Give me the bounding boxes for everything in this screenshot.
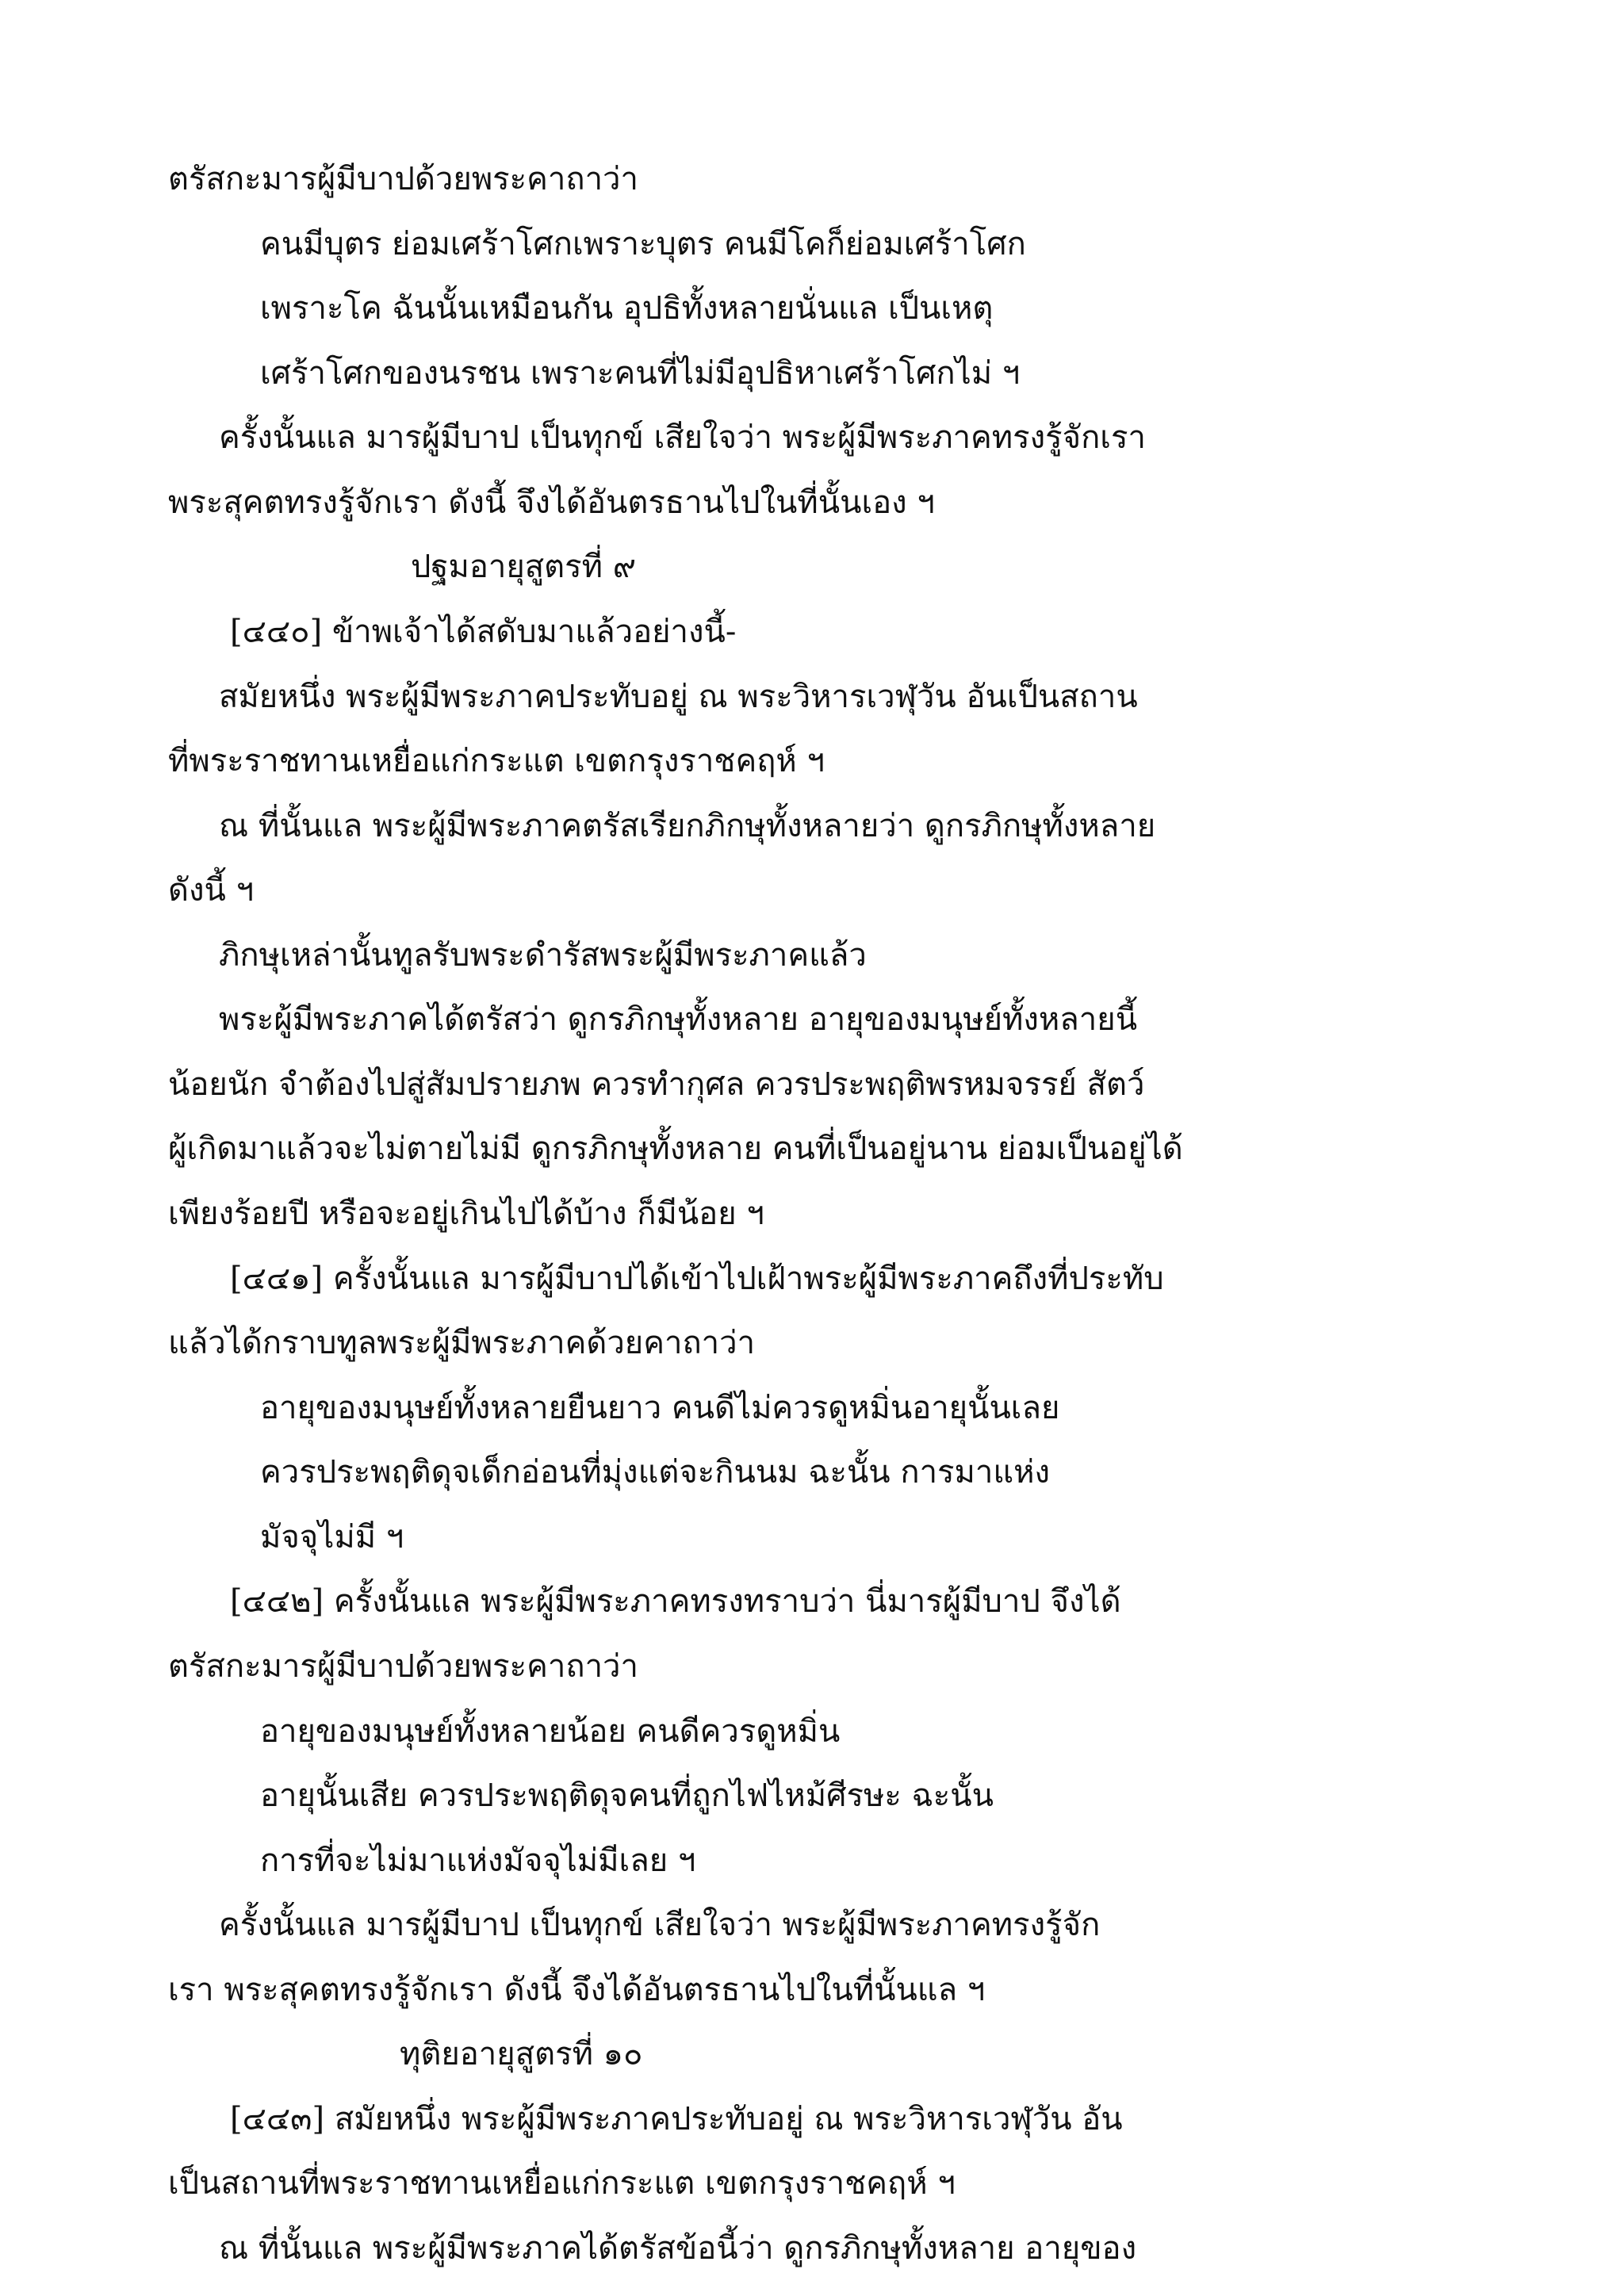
text-line: พระสุคตทรงรู้จักเรา ดังนี้ จึงได้อันตรธานไปในที่นั้นเอง ฯ bbox=[168, 484, 935, 521]
verse-line: มัจจุไม่มี ฯ bbox=[260, 1519, 404, 1556]
paragraph-line: สมัยหนึ่ง พระผู้มีพระภาคประทับอยู่ ณ พระวิหารเวฬุวัน อันเป็นสถาน bbox=[219, 679, 1138, 715]
text-line: ตรัสกะมารผู้มีบาปด้วยพระคาถาว่า bbox=[168, 161, 638, 197]
text-line: ดังนี้ ฯ bbox=[168, 872, 255, 909]
text-line: ที่พระราชทานเหยื่อแก่กระแต เขตกรุงราชคฤห์ ฯ bbox=[168, 743, 825, 779]
paragraph-line: ณ ที่นั้นแล พระผู้มีพระภาคได้ตรัสข้อนี้ว่า ดูกรภิกษุทั้งหลาย อายุของ bbox=[219, 2230, 1137, 2267]
text-line: เป็นสถานที่พระราชทานเหยื่อแก่กระแต เขตกรุงราชคฤห์ ฯ bbox=[168, 2165, 956, 2202]
paragraph-line: [๔๔๑] ครั้งนั้นแล มารผู้มีบาปได้เข้าไปเฝ้าพระผู้มีพระภาคถึงที่ประทับ bbox=[230, 1261, 1164, 1297]
section-heading: ทุติยอายุสูตรที่ ๑๐ bbox=[400, 2036, 643, 2072]
verse-line: อายุนั้นเสีย ควรประพฤติดุจคนที่ถูกไฟไหม้ศีรษะ ฉะนั้น bbox=[260, 1777, 994, 1814]
section-heading: ปฐมอายุสูตรที่ ๙ bbox=[411, 549, 637, 585]
text-line: น้อยนัก จำต้องไปสู่สัมปรายภพ ควรทำกุศล ควรประพฤติพรหมจรรย์ สัตว์ bbox=[168, 1066, 1145, 1103]
text-line: ผู้เกิดมาแล้วจะไม่ตายไม่มี ดูกรภิกษุทั้งหลาย คนที่เป็นอยู่นาน ย่อมเป็นอยู่ได้ bbox=[168, 1131, 1183, 1167]
verse-line: ควรประพฤติดุจเด็กอ่อนที่มุ่งแต่จะกินนม ฉะนั้น การมาแห่ง bbox=[260, 1454, 1051, 1490]
verse-line: เพราะโค ฉันนั้นเหมือนกัน อุปธิทั้งหลายนั่นแล เป็นเหตุ bbox=[260, 290, 994, 327]
paragraph-line: ครั้งนั้นแล มารผู้มีบาป เป็นทุกข์ เสียใจว่า พระผู้มีพระภาคทรงรู้จัก bbox=[219, 1907, 1101, 1943]
paragraph-line: ภิกษุเหล่านั้นทูลรับพระดำรัสพระผู้มีพระภาคแล้ว bbox=[219, 937, 867, 974]
paragraph-line: ณ ที่นั้นแล พระผู้มีพระภาคตรัสเรียกภิกษุทั้งหลายว่า ดูกรภิกษุทั้งหลาย bbox=[219, 808, 1156, 844]
paragraph-line: [๔๔๓] สมัยหนึ่ง พระผู้มีพระภาคประทับอยู่ ณ พระวิหารเวฬุวัน อัน bbox=[230, 2101, 1123, 2137]
paragraph-line: ครั้งนั้นแล มารผู้มีบาป เป็นทุกข์ เสียใจว่า พระผู้มีพระภาคทรงรู้จักเรา bbox=[219, 419, 1146, 456]
verse-line: อายุของมนุษย์ทั้งหลายน้อย คนดีควรดูหมิ่น bbox=[260, 1713, 841, 1750]
verse-line: การที่จะไม่มาแห่งมัจจุไม่มีเลย ฯ bbox=[260, 1843, 696, 1879]
text-line: เรา พระสุคตทรงรู้จักเรา ดังนี้ จึงได้อันตรธานไปในที่นั้นแล ฯ bbox=[168, 1972, 986, 2008]
text-line: แล้วได้กราบทูลพระผู้มีพระภาคด้วยคาถาว่า bbox=[168, 1325, 756, 1361]
paragraph-line: [๔๔๒] ครั้งนั้นแล พระผู้มีพระภาคทรงทราบว่า นี่มารผู้มีบาป จึงได้ bbox=[230, 1583, 1121, 1620]
text-line: เพียงร้อยปี หรือจะอยู่เกินไปได้บ้าง ก็มีน้อย ฯ bbox=[168, 1196, 764, 1232]
paragraph-line: [๔๔๐] ข้าพเจ้าได้สดับมาแล้วอย่างนี้- bbox=[230, 614, 737, 650]
paragraph-line: พระผู้มีพระภาคได้ตรัสว่า ดูกรภิกษุทั้งหลาย อายุของมนุษย์ทั้งหลายนี้ bbox=[219, 1001, 1138, 1038]
verse-line: คนมีบุตร ย่อมเศร้าโศกเพราะบุตร คนมีโคก็ย่อมเศร้าโศก bbox=[260, 226, 1026, 262]
text-line: ตรัสกะมารผู้มีบาปด้วยพระคาถาว่า bbox=[168, 1648, 638, 1685]
verse-line: เศร้าโศกของนรชน เพราะคนที่ไม่มีอุปธิหาเศร้าโศกไม่ ฯ bbox=[260, 355, 1021, 392]
verse-line: อายุของมนุษย์ทั้งหลายยืนยาว คนดีไม่ควรดูหมิ่นอายุนั้นเลย bbox=[260, 1390, 1060, 1426]
